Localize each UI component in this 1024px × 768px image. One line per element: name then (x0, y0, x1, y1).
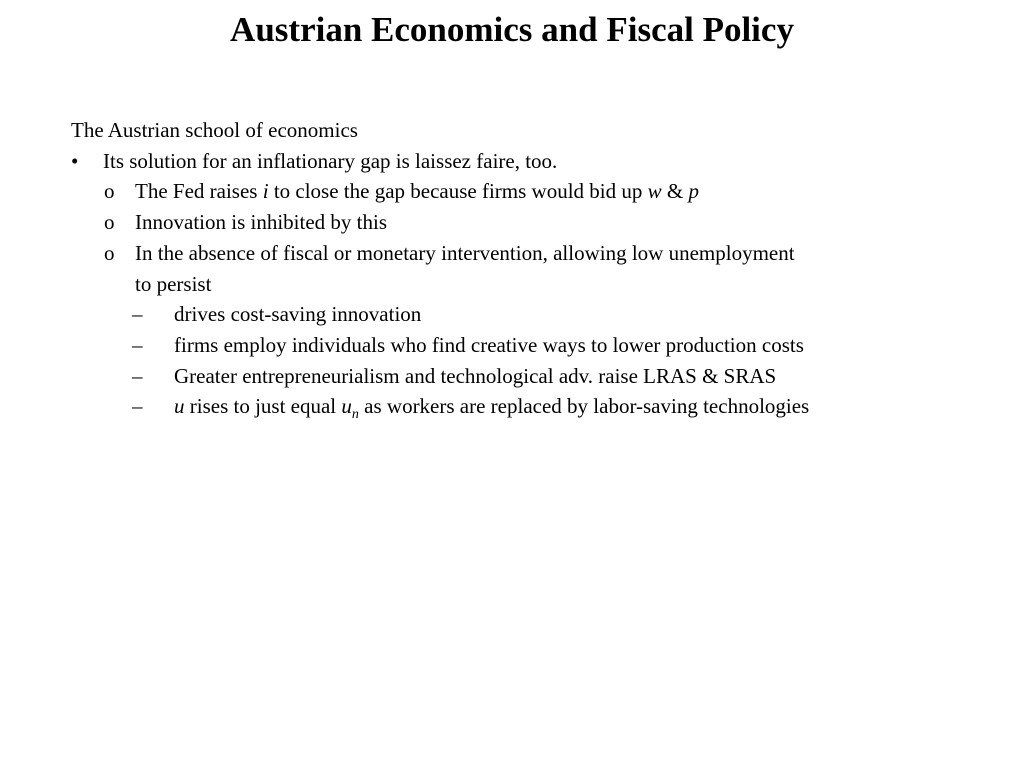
list-item-text: Innovation is inhibited by this (135, 210, 387, 235)
list-item-text: In the absence of fiscal or monetary intervention, allowing low unemployment (135, 240, 795, 265)
section-heading: The Austrian school of economics (71, 118, 358, 142)
list-item (71, 299, 991, 330)
variable-i: i (262, 179, 269, 204)
list-item (71, 238, 991, 269)
list-item-text: drives cost-saving innovation (174, 302, 422, 327)
list-item-continuation: to persist (135, 271, 212, 296)
bullet-icon: • (71, 148, 79, 173)
text-fragment: to close the gap because firms would bid up (268, 179, 648, 204)
list-item-text (174, 394, 810, 423)
variable-w: w (647, 179, 662, 204)
list-item-text: Greater entrepreneurialism and technological adv. raise LRAS & SRAS (174, 363, 777, 388)
slide-body (71, 115, 991, 422)
text-fragment: as workers are replaced by labor-saving technologies (358, 394, 810, 419)
dash-bullet-icon: – (132, 363, 143, 388)
text-fragment: & (661, 179, 689, 204)
text-fragment: rises to just equal (184, 394, 342, 419)
list-item (71, 207, 991, 238)
list-item-text: firms employ individuals who find creative ways to lower production costs (174, 332, 804, 357)
variable-u-natural: u (341, 394, 352, 419)
variable-p: p (688, 179, 699, 204)
dash-bullet-icon: – (132, 302, 143, 327)
subscript-n-text: n (351, 407, 359, 423)
circle-bullet-icon: o (104, 240, 115, 265)
circle-bullet-icon: o (104, 179, 115, 204)
circle-bullet-icon: o (104, 210, 115, 235)
list-item (71, 391, 991, 422)
subscript-n (352, 407, 359, 422)
list-item (71, 361, 991, 392)
dash-bullet-icon: – (132, 394, 143, 419)
list-item (71, 176, 991, 207)
text-fragment: The Fed raises (135, 179, 263, 204)
list-item (71, 330, 991, 361)
list-item-text (135, 179, 699, 203)
variable-u: u (174, 394, 185, 419)
list-item (71, 146, 991, 177)
slide-title: Austrian Economics and Fiscal Policy (230, 10, 794, 49)
dash-bullet-icon: – (132, 332, 143, 357)
list-item-text: Its solution for an inflationary gap is laissez faire, too. (103, 148, 558, 173)
